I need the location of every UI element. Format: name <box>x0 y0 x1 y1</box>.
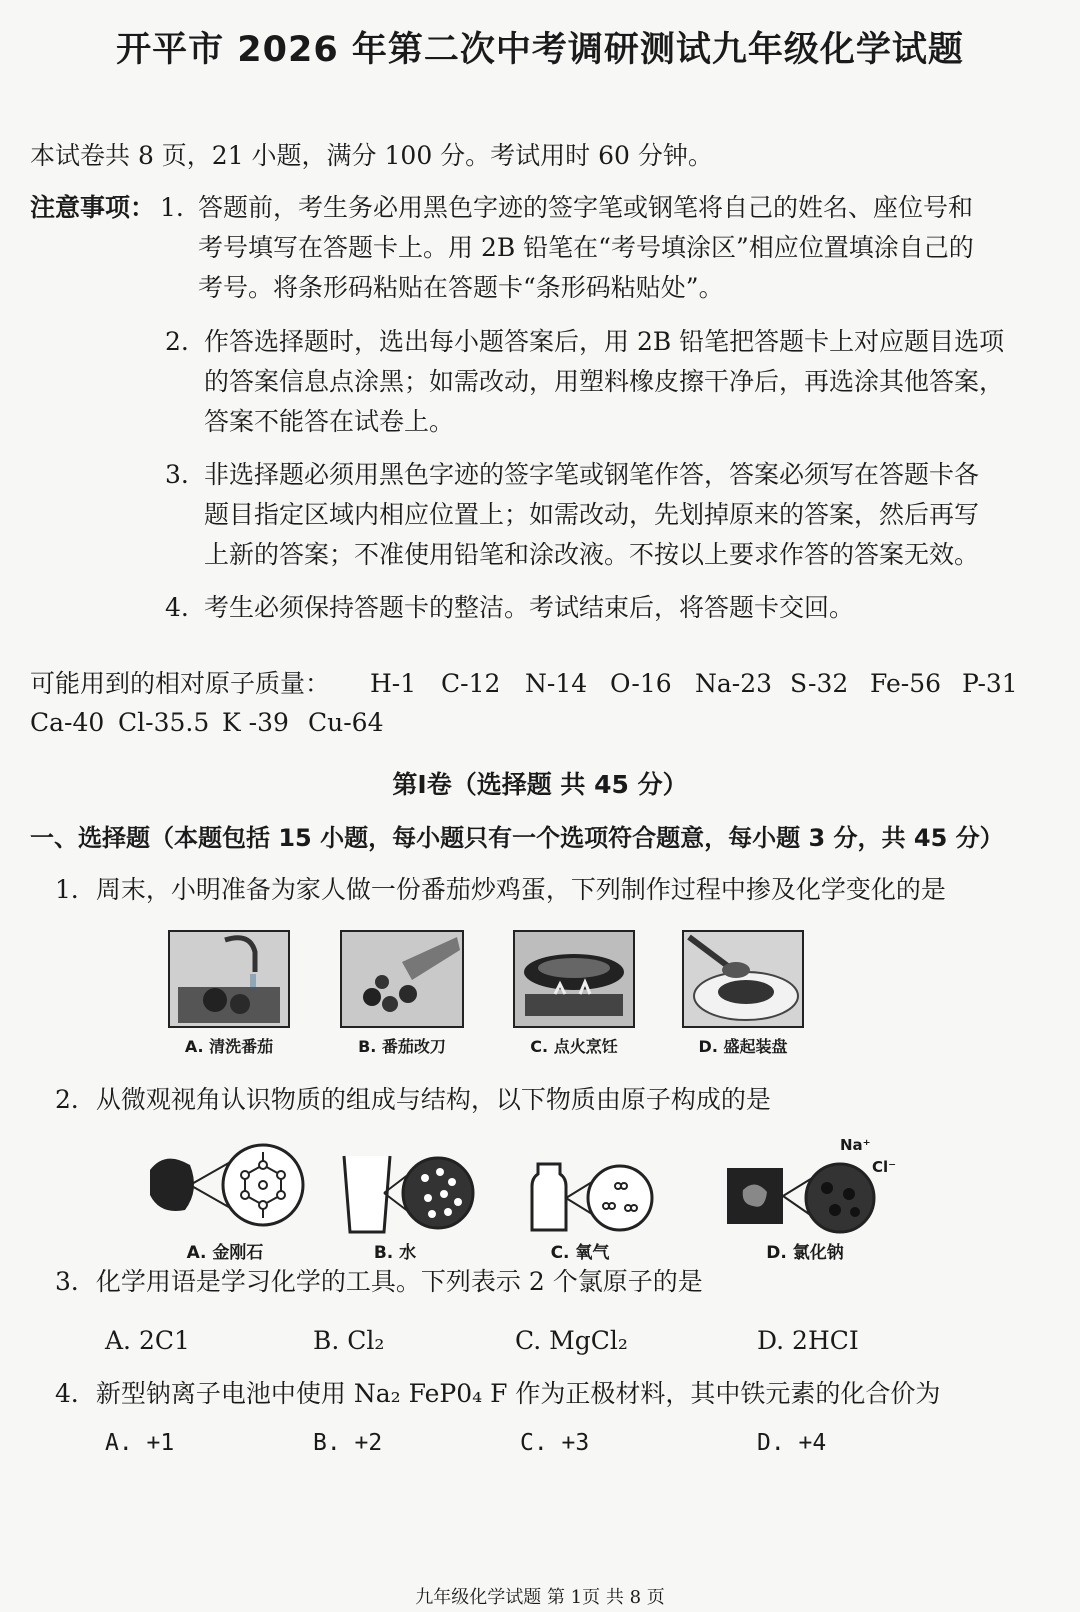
page-footer: 九年级化学试题 第 1页 共 8 页 <box>415 1587 665 1608</box>
notice-line: 考号填写在答题卡上。用 2B 铅笔在“考号填涂区”相应位置填涂自己的 <box>198 233 974 262</box>
q2-caption-b: B. 水 <box>373 1243 417 1263</box>
notice-line: 考生必须保持答题卡的整洁。考试结束后，将答题卡交回。 <box>204 593 855 622</box>
notice-line: 非选择题必须用黑色字迹的签字笔或钢笔作答，答案必须写在答题卡各 <box>204 460 980 489</box>
oxygen-structure-diagram <box>530 1160 655 1240</box>
q2-caption-d: D. 氯化钠 <box>766 1243 844 1263</box>
atomic-mass-item: C-12 <box>441 669 501 698</box>
atomic-mass-item: P-31 <box>962 669 1018 698</box>
atomic-mass-label: 可能用到的相对原子质量： <box>30 669 331 698</box>
atomic-mass-item: Ca-40 <box>30 708 105 737</box>
atomic-mass-item: O-16 <box>610 669 672 698</box>
q4-option-b: B. +2 <box>313 1430 383 1456</box>
q1-caption-a: A. 清洗番茄 <box>184 1037 274 1056</box>
q4-option-c: C. +3 <box>520 1430 590 1456</box>
chloride-ion-label: Cl⁻ <box>872 1158 897 1176</box>
q3-option-b: B. Cl₂ <box>313 1326 385 1355</box>
sodium-chloride-structure-diagram <box>725 1160 880 1235</box>
atomic-mass-item: N-14 <box>525 669 588 698</box>
q4-option-d: D. +4 <box>757 1430 827 1456</box>
question-2-text: 2．从微观视角认识物质的组成与结构，以下物质由原子构成的是 <box>55 1085 771 1114</box>
notice-number: 1. <box>160 193 184 222</box>
q2-caption-c: C. 氧气 <box>550 1243 610 1263</box>
notice-line: 上新的答案；不准使用铅笔和涂改液。不按以上要求作答的答案无效。 <box>204 540 980 569</box>
water-structure-diagram <box>340 1148 475 1238</box>
washing-tomato-image <box>168 930 290 1028</box>
q3-option-d: D. 2HCI <box>757 1326 859 1355</box>
atomic-mass-item: K -39 <box>222 708 289 737</box>
notice-line: 考号。将条形码粘贴在答题卡“条形码粘贴处”。 <box>198 273 724 302</box>
sodium-ion-label: Na⁺ <box>840 1136 871 1154</box>
cutting-tomato-image <box>340 930 464 1028</box>
q2-caption-a: A. 金刚石 <box>186 1243 264 1263</box>
notice-line: 答题前，考生务必用黑色字迹的签字笔或钢笔将自己的姓名、座位号和 <box>198 193 974 222</box>
question-3-text: 3．化学用语是学习化学的工具。下列表示 2 个氯原子的是 <box>55 1267 703 1296</box>
notice-number: 4. <box>165 593 189 622</box>
q3-option-a: A. 2C1 <box>105 1326 190 1355</box>
atomic-mass-item: Fe-56 <box>870 669 942 698</box>
intro-text: 本试卷共 8 页，21 小题，满分 100 分。考试用时 60 分钟。 <box>30 141 713 170</box>
question-1-text: 1．周末，小明准备为家人做一份番茄炒鸡蛋，下列制作过程中掺及化学变化的是 <box>55 875 946 904</box>
q1-caption-d: D. 盛起装盘 <box>698 1037 788 1056</box>
question-4-text: 4．新型钠离子电池中使用 Na₂ FeP0₄ F 作为正极材料，其中铁元素的化合价为 <box>55 1379 941 1408</box>
section-title: 第I卷（选择题 共 45 分） <box>392 770 688 799</box>
q1-caption-c: C. 点火烹饪 <box>530 1037 618 1056</box>
part-title: 一、选择题（本题包括 15 小题，每小题只有一个选项符合题意，每小题 3 分，共 45 分） <box>30 824 1004 852</box>
notice-number: 2. <box>165 327 189 356</box>
plating-dish-image <box>682 930 804 1028</box>
notice-line: 答案不能答在试卷上。 <box>204 407 455 436</box>
notice-line: 的答案信息点涂黑；如需改动，用塑料橡皮擦干净后，再选涂其他答案， <box>204 367 1005 396</box>
q1-caption-b: B. 番茄改刀 <box>358 1037 446 1056</box>
q4-option-a: A. +1 <box>105 1430 175 1456</box>
notice-line: 题目指定区域内相应位置上；如需改动，先划掉原来的答案，然后再写 <box>204 500 980 529</box>
notice-number: 3. <box>165 460 189 489</box>
atomic-mass-item: H-1 <box>370 669 417 698</box>
diamond-structure-diagram <box>145 1130 310 1240</box>
page-title: 开平市 2026 年第二次中考调研测试九年级化学试题 <box>116 30 964 70</box>
notice-label: 注意事项： <box>30 193 156 222</box>
cooking-fire-image <box>513 930 635 1028</box>
atomic-mass-item: Cu-64 <box>308 708 384 737</box>
q3-option-c: C. MgCl₂ <box>515 1326 628 1355</box>
atomic-mass-item: Cl-35.5 <box>118 708 210 737</box>
atomic-mass-item: S-32 <box>790 669 849 698</box>
atomic-mass-item: Na-23 <box>695 669 773 698</box>
notice-line: 作答选择题时，选出每小题答案后，用 2B 铅笔把答题卡上对应题目选项 <box>204 327 1005 356</box>
